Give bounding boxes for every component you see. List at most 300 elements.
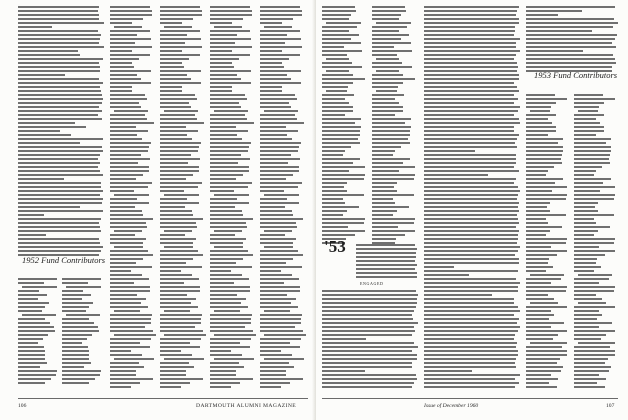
class-notes-column (424, 6, 520, 390)
text-line (62, 334, 92, 336)
text-line (110, 170, 149, 172)
text-line (322, 342, 414, 344)
text-line (526, 386, 557, 388)
text-line (574, 198, 614, 200)
text-line (110, 346, 150, 348)
text-line (526, 154, 562, 156)
text-line (260, 46, 302, 48)
text-line (526, 382, 549, 384)
page-number-right: 107 (606, 403, 615, 409)
text-line (260, 234, 285, 236)
text-line (110, 370, 136, 372)
text-line (210, 34, 237, 36)
text-line (260, 386, 281, 388)
text-line (424, 258, 519, 260)
text-line (424, 210, 519, 212)
text-line (260, 78, 291, 80)
text-line (160, 366, 194, 368)
text-line (18, 138, 103, 140)
text-line (574, 222, 596, 224)
text-line (424, 114, 514, 116)
text-line (160, 238, 196, 240)
text-line (110, 274, 142, 276)
class-officers (356, 244, 418, 278)
text-line (424, 310, 520, 312)
text-line (574, 314, 602, 316)
text-line (210, 210, 242, 212)
text-line (424, 286, 518, 288)
text-line (110, 206, 135, 208)
text-line (210, 274, 242, 276)
text-line (424, 314, 514, 316)
text-line (424, 298, 514, 300)
text-line (260, 278, 299, 280)
text-line (372, 78, 415, 80)
text-line (574, 358, 608, 360)
text-line (260, 290, 300, 292)
text-line (424, 170, 519, 172)
text-line (326, 58, 349, 60)
text-line (260, 6, 300, 8)
text-line (160, 6, 200, 8)
text-line (160, 278, 199, 280)
text-line (210, 218, 253, 220)
text-line (322, 358, 417, 360)
text-line (110, 38, 151, 40)
text-line (424, 230, 519, 232)
text-line (424, 262, 519, 264)
text-line (526, 130, 556, 132)
contributor-list (110, 6, 156, 390)
text-line (18, 242, 100, 244)
text-line (210, 90, 232, 92)
text-line (18, 78, 99, 80)
text-line (526, 250, 567, 252)
text-line (210, 142, 251, 144)
text-line (526, 306, 567, 308)
text-line (62, 374, 100, 376)
text-line (424, 206, 518, 208)
text-line (372, 102, 399, 104)
fund-contributors-heading: 1953 Fund Contributors (534, 70, 618, 80)
text-line (210, 130, 248, 132)
text-line (210, 378, 253, 380)
text-line (322, 366, 412, 368)
text-line (18, 114, 98, 116)
text-line (424, 154, 516, 156)
text-line (110, 214, 143, 216)
text-line (372, 142, 410, 144)
text-line (260, 242, 293, 244)
text-line (424, 54, 516, 56)
text-line (110, 162, 138, 164)
text-line (526, 358, 560, 360)
text-line (210, 74, 237, 76)
text-line (372, 122, 405, 124)
text-line (110, 218, 153, 220)
text-line (260, 254, 303, 256)
text-line (18, 278, 57, 280)
text-line (210, 54, 250, 56)
text-line (110, 46, 152, 48)
text-line (424, 354, 518, 356)
text-line (18, 134, 71, 136)
text-line (110, 54, 150, 56)
text-line (18, 378, 51, 380)
text-line (18, 178, 64, 180)
text-line (322, 378, 417, 380)
text-line (110, 190, 134, 192)
text-line (210, 234, 235, 236)
text-line (260, 342, 290, 344)
text-line (372, 162, 403, 164)
text-line (424, 366, 516, 368)
text-line (424, 150, 475, 152)
text-line (322, 122, 355, 124)
text-line (66, 314, 100, 316)
text-line (210, 114, 245, 116)
text-line (210, 50, 232, 52)
text-line (526, 174, 546, 176)
text-line (322, 42, 361, 44)
text-line (574, 262, 596, 264)
text-line (210, 382, 240, 384)
text-line (526, 362, 557, 364)
text-line (62, 290, 83, 292)
text-line (260, 134, 287, 136)
text-line (160, 198, 187, 200)
text-line (110, 226, 147, 228)
text-line (526, 246, 551, 248)
text-line (526, 326, 551, 328)
text-line (424, 90, 519, 92)
text-line (110, 130, 148, 132)
text-line (114, 110, 148, 112)
text-line (526, 346, 562, 348)
text-line (372, 206, 409, 208)
text-line (574, 234, 594, 236)
text-line (574, 98, 615, 100)
text-line (526, 142, 558, 144)
text-line (530, 302, 558, 304)
text-line (110, 290, 150, 292)
text-line (326, 70, 349, 72)
text-line (424, 126, 514, 128)
text-line (110, 114, 145, 116)
text-line (18, 90, 101, 92)
text-line (210, 6, 250, 8)
text-line (372, 198, 393, 200)
text-line (160, 182, 202, 184)
text-line (322, 290, 416, 292)
text-line (18, 282, 44, 284)
text-line (424, 322, 517, 324)
text-line (574, 186, 615, 188)
text-line (526, 294, 548, 296)
text-line (424, 386, 515, 388)
text-line (160, 146, 199, 148)
text-line (18, 350, 45, 352)
text-line (264, 194, 299, 196)
text-line (574, 218, 594, 220)
text-line (160, 154, 191, 156)
text-line (214, 110, 248, 112)
text-line (574, 250, 615, 252)
text-line (260, 214, 293, 216)
text-line (160, 150, 198, 152)
text-line (210, 346, 250, 348)
text-line (62, 366, 84, 368)
text-line (18, 110, 102, 112)
text-line (372, 214, 393, 216)
text-line (526, 270, 546, 272)
text-line (526, 114, 556, 116)
text-line (164, 194, 199, 196)
text-line (578, 302, 606, 304)
text-line (372, 46, 394, 48)
text-line (356, 268, 415, 270)
text-line (110, 250, 148, 252)
text-line (574, 166, 602, 168)
text-line (574, 242, 614, 244)
text-line (526, 366, 563, 368)
contributor-list (260, 6, 306, 390)
text-line (160, 346, 200, 348)
text-line (210, 82, 251, 84)
text-line (110, 254, 153, 256)
text-line (210, 318, 251, 320)
text-line (18, 58, 103, 60)
text-line (260, 34, 287, 36)
text-line (526, 334, 558, 336)
text-line (526, 46, 616, 48)
text-line (18, 30, 98, 32)
text-line (526, 350, 567, 352)
text-line (260, 18, 293, 20)
text-line (574, 322, 612, 324)
text-line (114, 310, 140, 312)
text-line (264, 310, 290, 312)
text-line (18, 334, 48, 336)
text-line (110, 18, 143, 20)
text-line (160, 342, 190, 344)
text-line (424, 178, 516, 180)
text-line (210, 242, 243, 244)
text-line (260, 58, 289, 60)
text-line (322, 222, 364, 224)
text-line (18, 202, 102, 204)
text-line (210, 354, 242, 356)
text-line (260, 102, 289, 104)
text-line (424, 222, 519, 224)
text-line (322, 126, 361, 128)
text-line (260, 186, 298, 188)
text-line (526, 178, 563, 180)
text-line (210, 290, 250, 292)
text-line (160, 170, 199, 172)
text-line (424, 122, 520, 124)
text-line (372, 230, 415, 232)
text-line (260, 74, 287, 76)
text-line (574, 138, 611, 140)
text-line (110, 106, 141, 108)
text-line (110, 234, 135, 236)
text-line (260, 66, 284, 68)
text-line (260, 38, 301, 40)
text-line (160, 226, 197, 228)
text-line (164, 230, 192, 232)
text-line (110, 318, 151, 320)
text-line (424, 6, 519, 8)
text-line (110, 382, 140, 384)
text-line (160, 98, 197, 100)
text-line (526, 198, 566, 200)
text-line (424, 198, 517, 200)
text-line (574, 162, 610, 164)
text-line (530, 110, 550, 112)
text-line (260, 338, 301, 340)
text-line (110, 6, 150, 8)
text-line (214, 26, 242, 28)
text-line (18, 150, 103, 152)
text-line (526, 298, 554, 300)
text-line (160, 130, 198, 132)
text-line (322, 382, 414, 384)
text-line (526, 150, 563, 152)
text-line (110, 58, 139, 60)
text-line (110, 330, 153, 332)
text-line (372, 134, 410, 136)
text-line (62, 346, 88, 348)
text-line (424, 130, 514, 132)
text-line (424, 358, 516, 360)
text-line (18, 130, 60, 132)
text-line (526, 330, 567, 332)
text-line (110, 282, 134, 284)
text-line (260, 366, 294, 368)
text-line (424, 94, 514, 96)
text-line (322, 310, 414, 312)
text-line (260, 154, 291, 156)
text-line (18, 170, 100, 172)
text-line (160, 42, 185, 44)
text-line (260, 350, 281, 352)
text-line (372, 126, 411, 128)
text-line (62, 278, 101, 280)
contributor-list (322, 6, 368, 244)
text-line (526, 278, 561, 280)
text-line (160, 174, 193, 176)
text-line (18, 370, 57, 372)
text-line (260, 166, 299, 168)
text-line (18, 66, 100, 68)
text-line (356, 264, 417, 266)
text-line (424, 378, 515, 380)
text-line (210, 182, 252, 184)
text-line (18, 86, 100, 88)
text-line (372, 50, 412, 52)
text-line (322, 138, 358, 140)
text-line (110, 98, 147, 100)
text-line (326, 90, 347, 92)
text-line (160, 314, 202, 316)
text-line (210, 214, 243, 216)
text-line (260, 294, 287, 296)
text-line (18, 54, 80, 56)
text-line (18, 50, 78, 52)
text-line (210, 122, 254, 124)
text-line (110, 178, 136, 180)
text-line (322, 294, 418, 296)
text-line (210, 170, 249, 172)
text-line (210, 146, 249, 148)
text-line (424, 254, 515, 256)
text-line (18, 214, 44, 216)
text-line (322, 110, 353, 112)
text-line (214, 246, 243, 248)
text-line (210, 158, 250, 160)
text-line (322, 202, 345, 204)
text-line (210, 270, 231, 272)
text-line (372, 146, 401, 148)
text-line (110, 10, 152, 12)
text-line (110, 386, 131, 388)
text-line (160, 362, 189, 364)
text-line (18, 34, 101, 36)
text-line (210, 62, 232, 64)
text-line (322, 338, 366, 340)
text-line (160, 294, 187, 296)
text-line (210, 190, 234, 192)
text-line (372, 222, 414, 224)
text-line (210, 342, 240, 344)
text-line (424, 38, 520, 40)
contributor-list (160, 6, 206, 390)
text-line (110, 270, 131, 272)
text-line (372, 74, 403, 76)
text-line (210, 22, 232, 24)
text-line (210, 38, 251, 40)
text-line (210, 282, 234, 284)
text-line (322, 46, 344, 48)
text-line (160, 94, 195, 96)
text-line (260, 138, 292, 140)
text-line (574, 346, 610, 348)
text-line (210, 286, 250, 288)
text-line (160, 202, 199, 204)
text-line (210, 70, 251, 72)
text-line (214, 358, 254, 360)
fund-contributors-heading: 1952 Fund Contributors (22, 255, 106, 265)
text-line (526, 38, 615, 40)
text-line (160, 282, 184, 284)
text-line (372, 98, 395, 100)
text-line (260, 162, 288, 164)
text-line (322, 298, 417, 300)
text-line (372, 82, 403, 84)
text-line (574, 298, 602, 300)
text-line (110, 146, 149, 148)
text-line (424, 14, 516, 16)
text-line (372, 118, 411, 120)
text-line (260, 30, 300, 32)
text-line (526, 50, 583, 52)
text-line (372, 86, 398, 88)
text-line (18, 142, 80, 144)
text-line (526, 134, 548, 136)
text-line (160, 218, 203, 220)
text-line (574, 266, 601, 268)
